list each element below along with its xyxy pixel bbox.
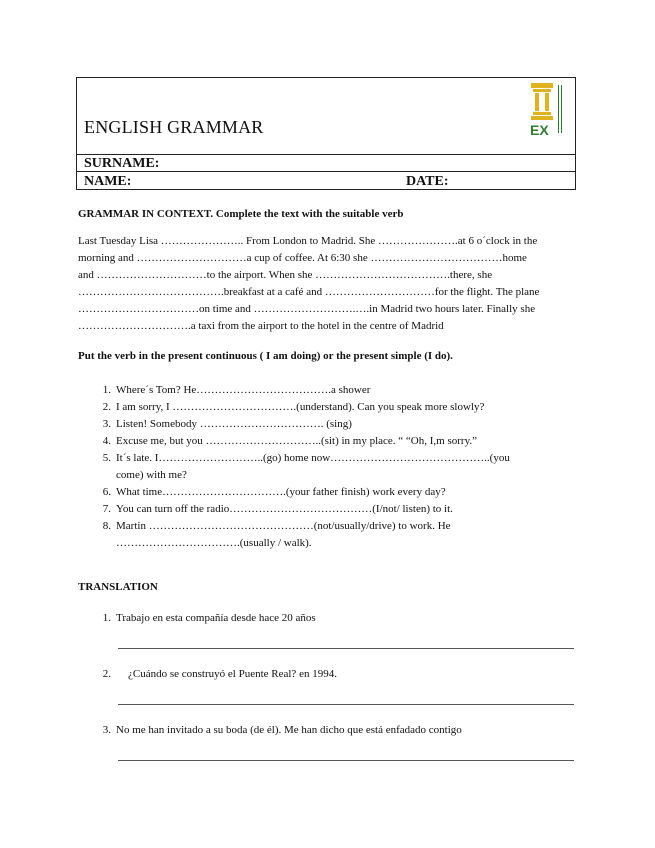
answer-line[interactable] bbox=[118, 760, 574, 761]
answer-line[interactable] bbox=[118, 648, 574, 649]
translation-sentence: No me han invitado a su boda (de él). Me han dicho que está enfadado contigo bbox=[116, 724, 462, 736]
exercise-item-text: Where´s Tom? He……………………………….a shower bbox=[116, 384, 371, 396]
item-number: 3. bbox=[102, 724, 111, 736]
item-number: 2. bbox=[102, 668, 111, 680]
date-label: DATE: bbox=[406, 174, 449, 189]
item-number: 7. bbox=[102, 503, 111, 515]
name-row bbox=[77, 173, 575, 190]
university-logo-icon bbox=[527, 81, 567, 139]
section3-title: TRANSLATION bbox=[78, 581, 158, 593]
paragraph-line: and …………………………to the airport. When she ……………………………….there, she bbox=[78, 269, 493, 281]
exercise-item-text: You can turn off the radio…………………………………(I/not/ listen) to it. bbox=[116, 503, 453, 515]
paragraph-line: morning and …………………………a cup of coffee. At 6:30 she ………………………………home bbox=[78, 252, 527, 264]
surname-label: SURNAME: bbox=[84, 156, 160, 171]
exercise-item-text: What time…………………………….(your father finish) work every day? bbox=[116, 486, 446, 498]
paragraph-line: ………………………………….breakfast at a café and …………………………for the flight. The plane bbox=[78, 286, 540, 298]
item-number: 1. bbox=[102, 612, 111, 624]
section1-title: GRAMMAR IN CONTEXT. Complete the text with the suitable verb bbox=[78, 208, 404, 220]
item-number: 5. bbox=[102, 452, 111, 464]
name-label: NAME: bbox=[84, 174, 132, 189]
surname-row bbox=[77, 155, 575, 172]
exercise-item-text: Excuse me, but you …………………………..(sit) in my place. “ “Oh, I,m sorry.” bbox=[116, 435, 477, 447]
exercise-item-text: I am sorry, I …………………………….(understand). Can you speak more slowly? bbox=[116, 401, 485, 413]
paragraph-line: Last Tuesday Lisa ………………….. From London to Madrid. She ………………….at 6 o´clock in the bbox=[78, 235, 538, 247]
item-number: 6. bbox=[102, 486, 111, 498]
paragraph-line: ……………………………on time and ……………………….….in Madrid two hours later. Finally she bbox=[78, 303, 536, 315]
translation-sentence: ¿Cuándo se construyó el Puente Real? en 1994. bbox=[128, 668, 337, 680]
exercise-item-text-cont: come) with me? bbox=[116, 469, 187, 481]
item-number: 3. bbox=[102, 418, 111, 430]
translation-sentence: Trabajo en esta compañía desde hace 20 años bbox=[116, 612, 316, 624]
item-number: 8. bbox=[102, 520, 111, 532]
answer-line[interactable] bbox=[118, 704, 574, 705]
section2-title: Put the verb in the present continuous ( I am doing) or the present simple (I do). bbox=[78, 350, 453, 362]
exercise-item-text: Listen! Somebody ……………………………. (sing) bbox=[116, 418, 352, 430]
exercise-item-text: It´s late. I………………………..(go) home now……………………………………..(you bbox=[116, 452, 510, 464]
exercise-item-text: Martin ………………………………………(not/usually/drive) to work. He bbox=[116, 520, 451, 532]
item-number: 1. bbox=[102, 384, 111, 396]
paragraph-line: ………………………….a taxi from the airport to the hotel in the centre of Madrid bbox=[78, 320, 444, 332]
exercise-item-text-cont: …………………………….(usually / walk). bbox=[116, 537, 312, 549]
document-title: ENGLISH GRAMMAR bbox=[84, 117, 264, 137]
item-number: 4. bbox=[102, 435, 111, 447]
header-box bbox=[76, 77, 576, 190]
logo-text: EX bbox=[530, 122, 549, 138]
header-title-area bbox=[77, 78, 575, 155]
item-number: 2. bbox=[102, 401, 111, 413]
